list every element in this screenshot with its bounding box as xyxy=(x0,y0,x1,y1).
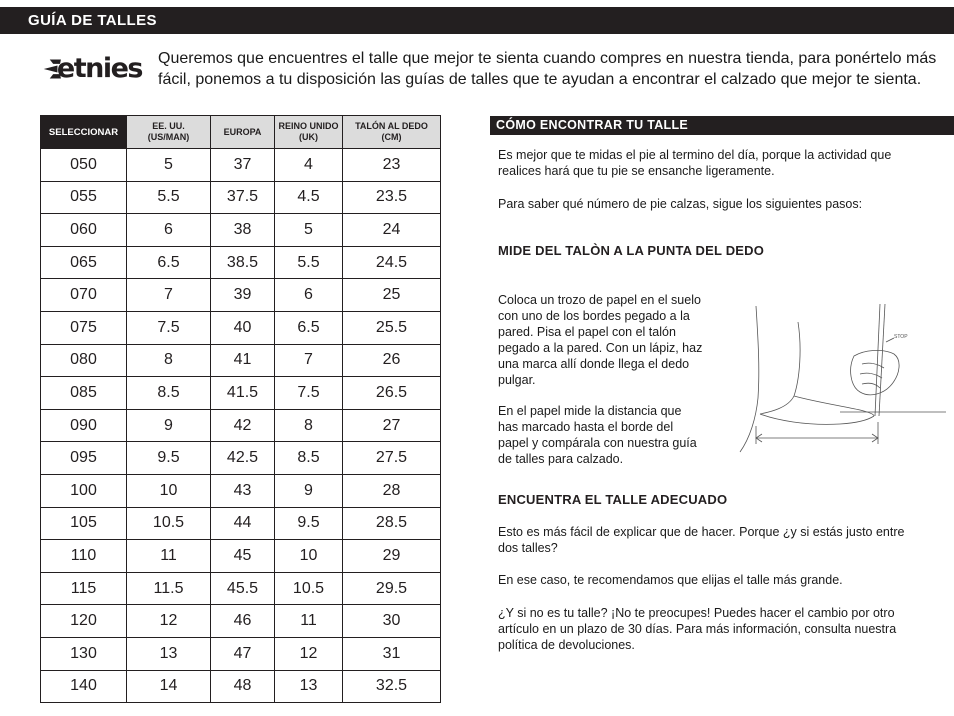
cell-select[interactable]: 120 xyxy=(41,605,127,638)
step1-paragraph-2: En el papel mide la distancia que has marcado hasta el borde del papel y compárala con nuestra guía de talles para calzado. xyxy=(498,404,697,466)
column-header-uk: REINO UNIDO (UK) xyxy=(275,116,343,149)
cell-select[interactable]: 115 xyxy=(41,572,127,605)
cell-eu: 40 xyxy=(211,311,275,344)
table-row[interactable] xyxy=(41,637,441,670)
cell-select[interactable]: 095 xyxy=(41,442,127,475)
cell-select[interactable]: 085 xyxy=(41,377,127,410)
cell-eu: 47 xyxy=(211,637,275,670)
cell-cm: 26.5 xyxy=(343,377,441,410)
cell-uk: 10 xyxy=(275,540,343,573)
table-row[interactable] xyxy=(41,246,441,279)
cell-eu: 38.5 xyxy=(211,246,275,279)
brand-logo-text: etnies xyxy=(56,53,142,84)
guide-paragraph-2: Para saber qué número de pie calzas, sigue los siguientes pasos: xyxy=(498,197,863,211)
page-title: GUÍA DE TALLES xyxy=(28,12,157,29)
cell-select[interactable]: 105 xyxy=(41,507,127,540)
table-row[interactable] xyxy=(41,507,441,540)
cell-cm: 28 xyxy=(343,474,441,507)
table-row[interactable] xyxy=(41,344,441,377)
cell-uk: 12 xyxy=(275,637,343,670)
cell-cm: 23.5 xyxy=(343,181,441,214)
cell-uk: 4.5 xyxy=(275,181,343,214)
foot-measurement-illustration xyxy=(736,298,948,460)
cell-us: 14 xyxy=(127,670,211,703)
cell-eu: 43 xyxy=(211,474,275,507)
cell-us: 9.5 xyxy=(127,442,211,475)
cell-cm: 32.5 xyxy=(343,670,441,703)
cell-uk: 7 xyxy=(275,344,343,377)
cell-select[interactable]: 100 xyxy=(41,474,127,507)
cell-eu: 42 xyxy=(211,409,275,442)
page-header-bar xyxy=(0,7,954,34)
cell-cm: 25.5 xyxy=(343,311,441,344)
cell-uk: 11 xyxy=(275,605,343,638)
table-row[interactable] xyxy=(41,181,441,214)
step2-paragraph-3: ¿Y si no es tu talle? ¡No te preocupes! Puedes hacer el cambio por otro artículo en un plazo de 30 días. Para más información, consulta nuestra política de devoluciones. xyxy=(498,606,897,652)
cell-select[interactable]: 055 xyxy=(41,181,127,214)
cell-eu: 37.5 xyxy=(211,181,275,214)
cell-us: 12 xyxy=(127,605,211,638)
intro-line: Queremos que encuentres el talle que mejor te sienta cuando compres en nuestra tienda, para ponértelo más xyxy=(158,50,937,67)
illustration-stop-label: STOP xyxy=(894,334,908,340)
cell-uk: 4 xyxy=(275,149,343,182)
cell-select[interactable]: 060 xyxy=(41,214,127,247)
cell-select[interactable]: 090 xyxy=(41,409,127,442)
cell-cm: 24 xyxy=(343,214,441,247)
cell-us: 11 xyxy=(127,540,211,573)
table-row[interactable] xyxy=(41,670,441,703)
cell-us: 11.5 xyxy=(127,572,211,605)
cell-cm: 26 xyxy=(343,344,441,377)
step2-paragraph-1: Esto es más fácil de explicar que de hacer. Porque ¿y si estás justo entre dos talles? xyxy=(498,525,905,555)
column-header-eu: EUROPA xyxy=(211,116,275,149)
intro-text xyxy=(158,48,948,90)
cell-cm: 27.5 xyxy=(343,442,441,475)
cell-eu: 38 xyxy=(211,214,275,247)
cell-uk: 5.5 xyxy=(275,246,343,279)
cell-cm: 24.5 xyxy=(343,246,441,279)
cell-cm: 25 xyxy=(343,279,441,312)
cell-eu: 41 xyxy=(211,344,275,377)
cell-eu: 46 xyxy=(211,605,275,638)
table-row[interactable] xyxy=(41,149,441,182)
table-row[interactable] xyxy=(41,377,441,410)
cell-cm: 27 xyxy=(343,409,441,442)
intro-line: fácil, ponemos a tu disposición las guías de talles que te ayudan a encontrar el calzado que mejor te sienta. xyxy=(158,71,922,88)
cell-eu: 39 xyxy=(211,279,275,312)
cell-select[interactable]: 065 xyxy=(41,246,127,279)
table-row[interactable] xyxy=(41,279,441,312)
cell-eu: 41.5 xyxy=(211,377,275,410)
how-to-section-header xyxy=(490,116,954,135)
cell-uk: 5 xyxy=(275,214,343,247)
size-chart-table xyxy=(40,115,441,703)
brand-logo xyxy=(42,52,142,86)
table-row[interactable] xyxy=(41,605,441,638)
cell-us: 5.5 xyxy=(127,181,211,214)
cell-select[interactable]: 110 xyxy=(41,540,127,573)
cell-eu: 45 xyxy=(211,540,275,573)
cell-us: 8.5 xyxy=(127,377,211,410)
cell-uk: 9.5 xyxy=(275,507,343,540)
table-row[interactable] xyxy=(41,540,441,573)
cell-cm: 23 xyxy=(343,149,441,182)
table-row[interactable] xyxy=(41,572,441,605)
cell-us: 10 xyxy=(127,474,211,507)
cell-eu: 44 xyxy=(211,507,275,540)
cell-uk: 6.5 xyxy=(275,311,343,344)
cell-eu: 37 xyxy=(211,149,275,182)
guide-paragraph-1: Es mejor que te midas el pie al termino del día, porque la actividad que realices hará que tu pie se ensanche ligeramente. xyxy=(498,148,892,178)
column-header-cm: TALÓN AL DEDO (CM) xyxy=(343,116,441,149)
cell-uk: 10.5 xyxy=(275,572,343,605)
cell-select[interactable]: 070 xyxy=(41,279,127,312)
cell-cm: 31 xyxy=(343,637,441,670)
cell-eu: 42.5 xyxy=(211,442,275,475)
cell-select[interactable]: 075 xyxy=(41,311,127,344)
cell-uk: 7.5 xyxy=(275,377,343,410)
section-title: CÓMO ENCONTRAR TU TALLE xyxy=(496,118,689,132)
cell-select[interactable]: 050 xyxy=(41,149,127,182)
table-row[interactable] xyxy=(41,474,441,507)
cell-select[interactable]: 130 xyxy=(41,637,127,670)
cell-uk: 6 xyxy=(275,279,343,312)
table-row[interactable] xyxy=(41,214,441,247)
step2-paragraph-2: En ese caso, te recomendamos que elijas el talle más grande. xyxy=(498,573,843,587)
cell-cm: 29 xyxy=(343,540,441,573)
cell-cm: 29.5 xyxy=(343,572,441,605)
cell-cm: 28.5 xyxy=(343,507,441,540)
cell-uk: 8 xyxy=(275,409,343,442)
cell-us: 7.5 xyxy=(127,311,211,344)
column-header-select: SELECCIONAR xyxy=(41,116,127,149)
cell-eu: 45.5 xyxy=(211,572,275,605)
cell-cm: 30 xyxy=(343,605,441,638)
cell-select[interactable]: 080 xyxy=(41,344,127,377)
cell-uk: 8.5 xyxy=(275,442,343,475)
cell-us: 9 xyxy=(127,409,211,442)
cell-us: 7 xyxy=(127,279,211,312)
cell-uk: 9 xyxy=(275,474,343,507)
cell-eu: 48 xyxy=(211,670,275,703)
table-row[interactable] xyxy=(41,311,441,344)
cell-uk: 13 xyxy=(275,670,343,703)
cell-us: 6.5 xyxy=(127,246,211,279)
column-header-us: EE. UU. (US/MAN) xyxy=(127,116,211,149)
table-row[interactable] xyxy=(41,442,441,475)
table-header-row xyxy=(41,116,441,149)
step1-paragraph-1: Coloca un trozo de papel en el suelo con uno de los bordes pegado a la pared. Pisa el papel con el talón pegado a la pared. Con un lápiz, haz una marca allí donde llega el dedo pulgar. xyxy=(498,293,703,387)
step2-title: ENCUENTRA EL TALLE ADECUADO xyxy=(498,492,728,507)
table-row[interactable] xyxy=(41,409,441,442)
cell-us: 6 xyxy=(127,214,211,247)
cell-us: 10.5 xyxy=(127,507,211,540)
step1-title: MIDE DEL TALÒN A LA PUNTA DEL DEDO xyxy=(498,243,765,258)
cell-select[interactable]: 140 xyxy=(41,670,127,703)
cell-us: 8 xyxy=(127,344,211,377)
cell-us: 13 xyxy=(127,637,211,670)
cell-us: 5 xyxy=(127,149,211,182)
